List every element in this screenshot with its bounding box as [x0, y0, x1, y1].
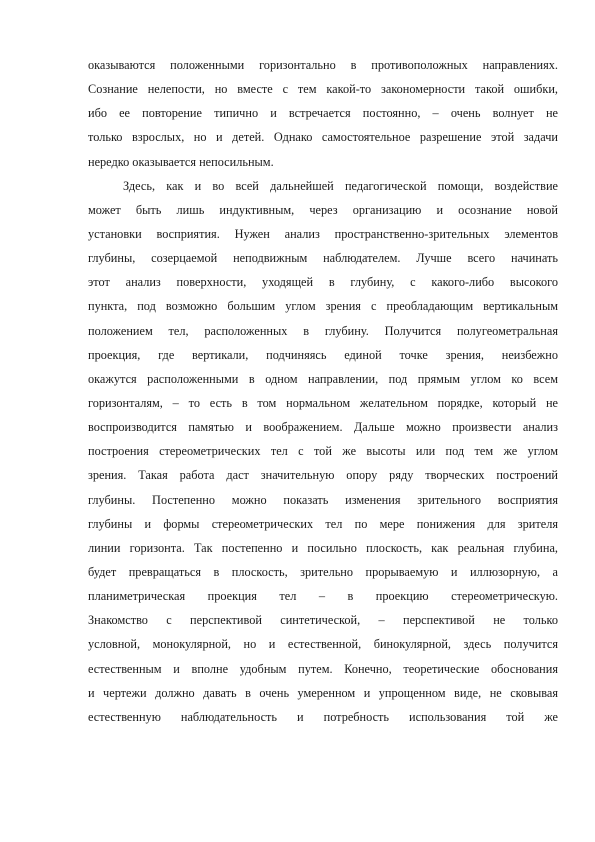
text-line: глубины. Постепенно можно показать изменения зрительного восприятия — [88, 492, 558, 507]
text-line: горизонталям, – то есть в том нормальном желательном порядке, который не — [88, 395, 558, 410]
text-line: построения стереометрических тел с той же высоты или под тем же углом — [88, 444, 558, 459]
text-line: нередко оказывается непосильным. — [88, 154, 274, 169]
text-line: ибо ее повторение типично и встречается постоянно, – очень волнует не — [88, 106, 558, 121]
text-line: условной, монокулярной, но и естественной, бинокулярной, здесь получится — [88, 637, 558, 652]
text-line: естественным и вполне удобным путем. Конечно, теоретические обоснования — [88, 661, 558, 676]
text-line: проекция, где вертикали, подчиняясь единой точке зрения, неизбежно — [88, 347, 558, 362]
text-line: воспроизводится памятью и воображением. Дальше можно произвести анализ — [88, 420, 558, 435]
text-line: глубины и формы стереометрических тел по мере понижения для зрителя — [88, 516, 558, 531]
text-line: этот анализ поверхности, уходящей в глубину, с какого-либо высокого — [88, 275, 558, 290]
text-line: и чертежи должно давать в очень умеренном и упрощенном виде, не сковывая — [88, 685, 558, 700]
text-line: Знакомство с перспективой синтетической, – перспективой не только — [88, 613, 558, 628]
text-line: установки восприятия. Нужен анализ пространственно-зрительных элементов — [88, 226, 558, 241]
text-line: Здесь, как и во всей дальнейшей педагогической помощи, воздействие — [123, 178, 558, 193]
text-line: планиметрическая проекция тел – в проекцию стереометрическую. — [88, 589, 558, 604]
text-line: будет превращаться в плоскость, зрительно прорываемую и иллюзорную, а — [88, 564, 558, 579]
text-line: линии горизонта. Так постепенно и посильно плоскость, как реальная глубина, — [88, 540, 558, 555]
body-text — [88, 53, 558, 729]
text-line: положением тел, расположенных в глубину. Получится полугеометральная — [88, 323, 558, 338]
text-line: окажутся расположенными в одном направлении, под прямым углом ко всем — [88, 371, 558, 386]
text-line: только взрослых, но и детей. Однако самостоятельное разрешение этой задачи — [88, 130, 558, 145]
text-line: естественную наблюдательность и потребность использования той же — [88, 709, 558, 724]
text-line: глубины, созерцаемой неподвижным наблюдателем. Лучше всего начинать — [88, 251, 558, 266]
text-line: зрения. Такая работа даст значительную опору ряду творческих построений — [88, 468, 558, 483]
text-line: может быть лишь индуктивным, через организацию и осознание новой — [88, 202, 558, 217]
text-line: оказываются положенными горизонтально в противоположных направлениях. — [88, 58, 558, 72]
text-line: пункта, под возможно большим углом зрения с преобладающим вертикальным — [88, 299, 558, 314]
text-line: Сознание нелепости, но вместе с тем какой-то закономерности такой ошибки, — [88, 82, 558, 97]
